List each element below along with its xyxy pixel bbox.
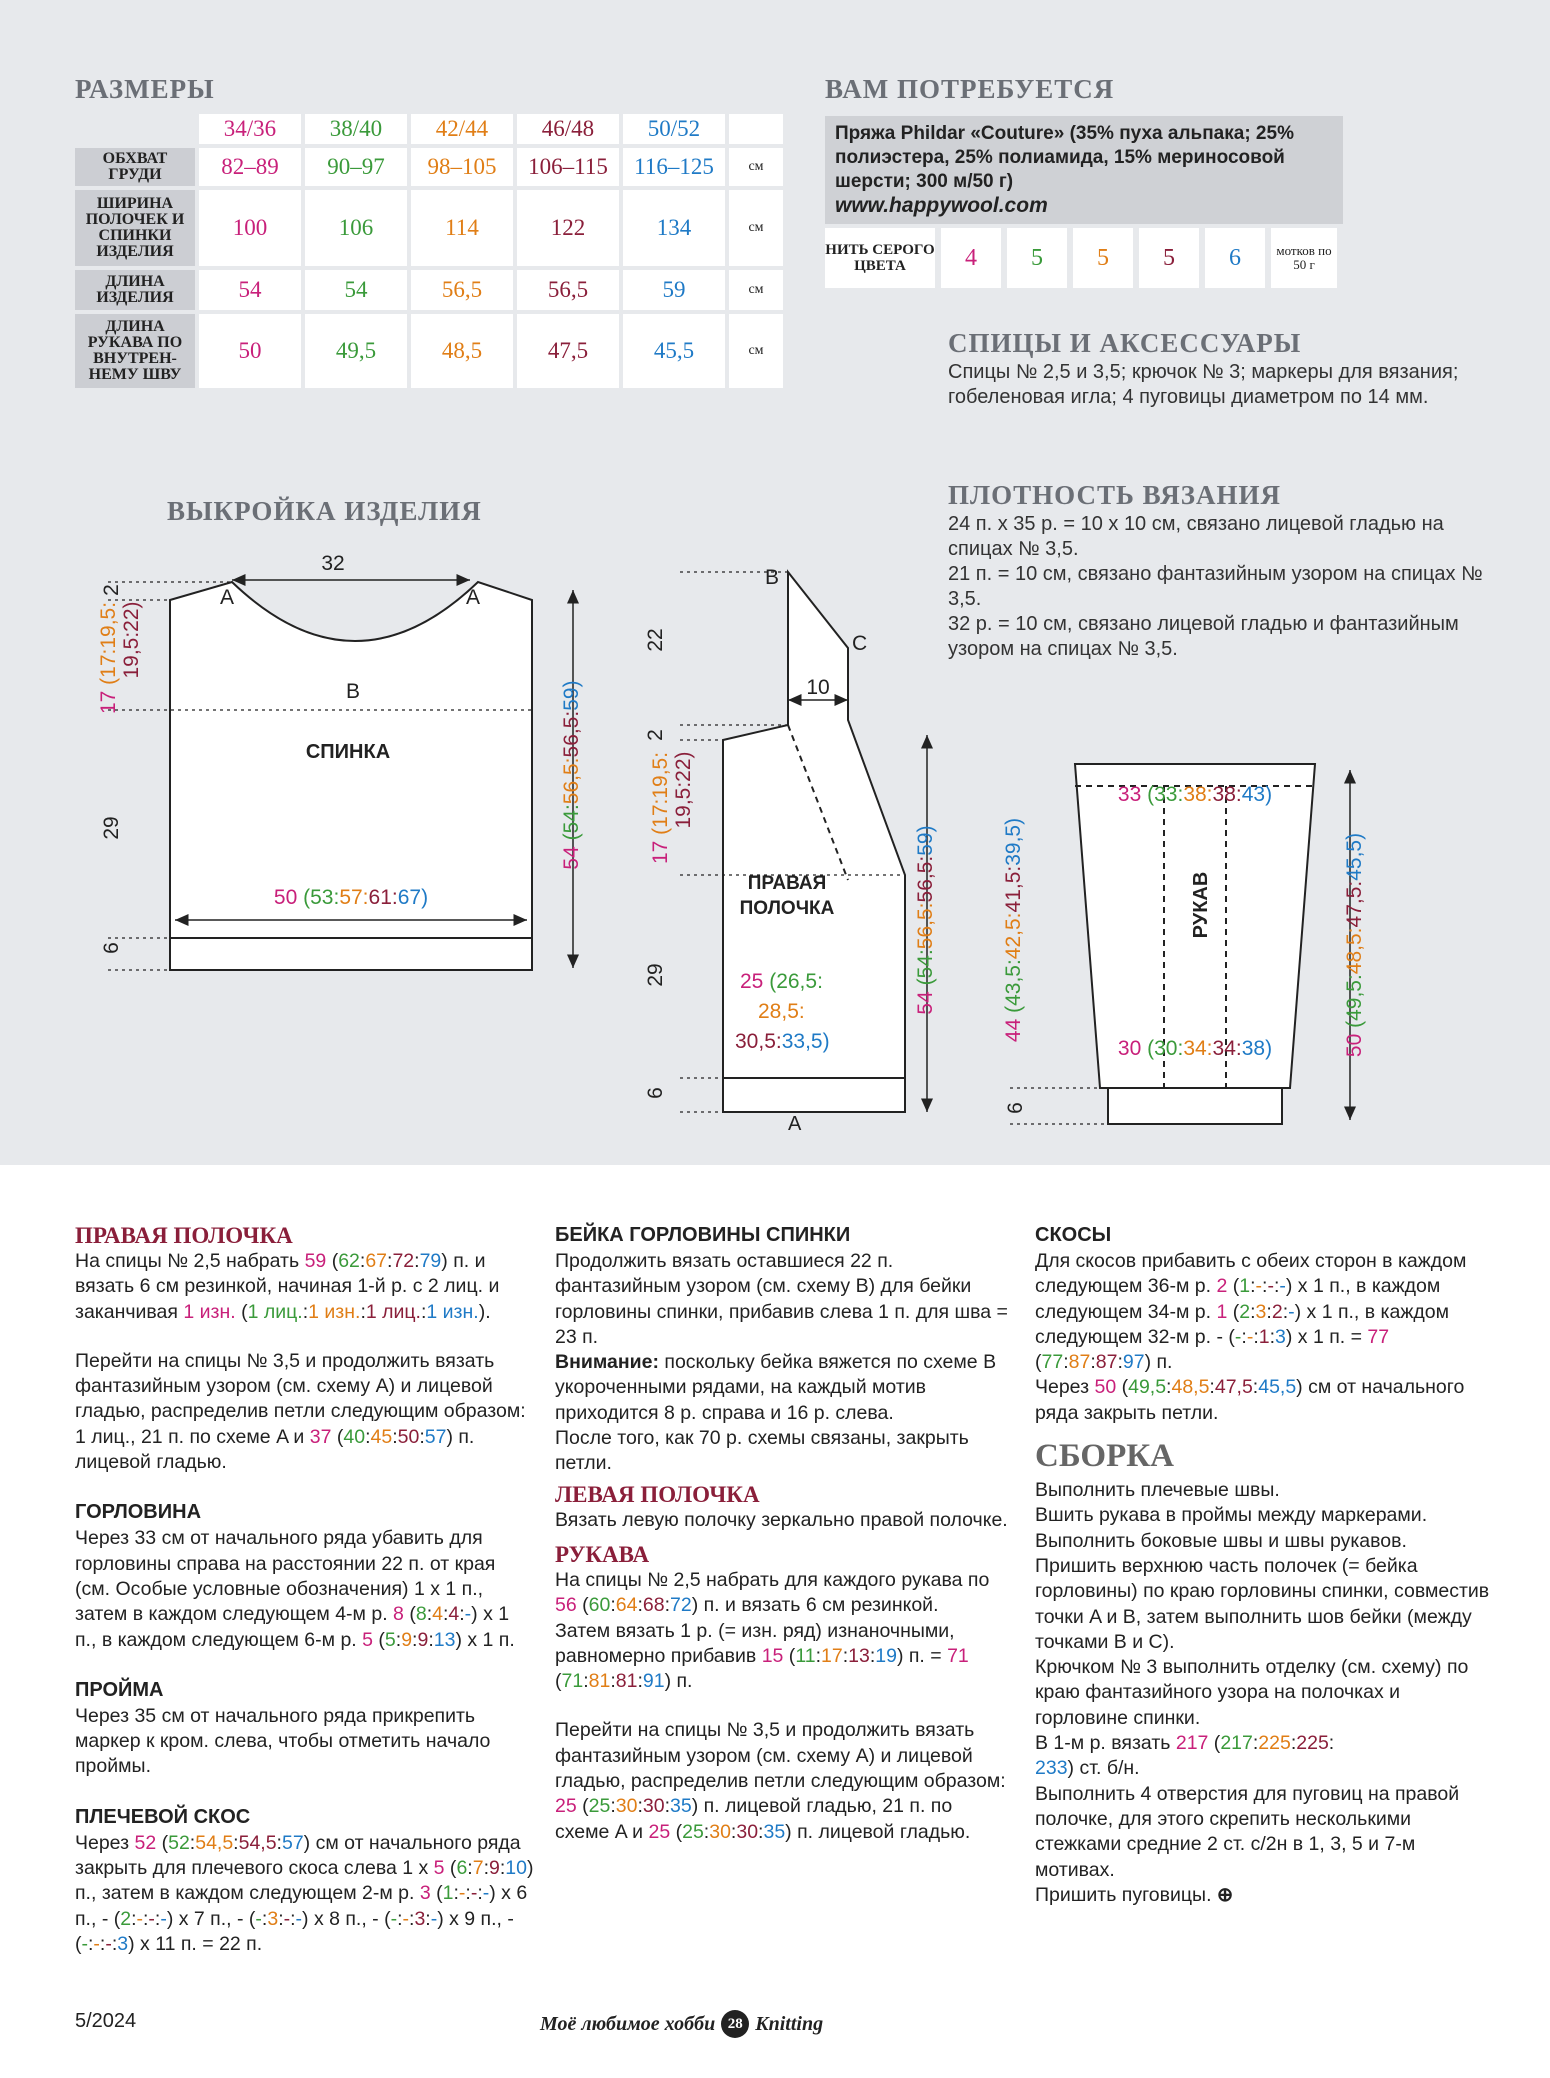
color-label: НИТЬ СЕРОГО ЦВЕТА (825, 228, 935, 288)
front-name-2: ПОЛОЧКА (739, 898, 835, 919)
skein-count: 5 (1073, 228, 1133, 288)
paragraph: Через 52 (52:54,5:54,5:57) см от начального ряда закрыть для плечевого скоса слева 1 х 5 (6:7:9:10) п., затем в каждом следующем 2-м р. 3 (1:-:-:-) х 6 п., - (2:-:-:-) х 7 п., - (-:3:-:-) х 8 п., - (-:-:3:-) х 9 п., - (-:-:-:3) х 11 п. = 22 п. (75, 1831, 534, 1955)
needles-title: СПИЦЫ И АКСЕССУАРЫ (948, 328, 1302, 358)
row-label: ДЛИНА РУКАВА ПО ВНУТРЕН-НЕМУ ШВУ (75, 314, 195, 388)
sizes-title: РАЗМЕРЫ (75, 74, 215, 104)
unit: см (729, 148, 783, 186)
gauge-line: 24 п. х 35 р. = 10 х 10 см, связано лицевой гладью на спицах № 3,5. (948, 513, 1444, 560)
back-name: СПИНКА (305, 741, 391, 763)
size-header: 42/44 (411, 114, 513, 144)
table-cell: 90–97 (305, 148, 407, 186)
table-cell: 114 (411, 190, 513, 266)
table-cell: 54 (199, 270, 301, 310)
sleeve-top: 33 (33:38:38:43) (1117, 783, 1273, 806)
table-cell: 134 (623, 190, 725, 266)
paragraph: Выполнить плечевые швы. Вшить рукава в проймы между маркерами. Выполнить боковые швы и швы рукавов. Пришить верхнюю часть полочек (= бейка горловины) по краю горловины спинки, совместив точки A и B, затем выполнить шов бейки (между точками B и C). Крючком № 3 выполнить отделку (см. схему) по краю фантазийного узора на полочках и горловине спинки. В 1-м р. вязать 217 (217:225:225: 233) ст. б/н. Выполнить 4 отверстия для пуговиц на правой полочке, для этого скрепить несколькими стежками средние 2 ст. с/2н в 1, 3, 5 и 7-м мотивах. Пришить пуговицы. ⊕ (1035, 1479, 1490, 1906)
front-armhole-2: 19,5:22) (672, 751, 695, 829)
front-length: 54 (54:56,5:56,5:59) (914, 825, 937, 1015)
table-cell: 116–125 (623, 148, 725, 186)
gauge-line: 21 п. = 10 см, связано фантазийным узором на спицах № 3,5. (948, 563, 1483, 610)
section-title: ПРАВАЯ ПОЛОЧКА (75, 1223, 293, 1248)
size-header: 50/52 (623, 114, 725, 144)
sleeve-right: 50 (49,5:48,5:47,5:45,5) (1343, 832, 1366, 1058)
table-cell: 49,5 (305, 314, 407, 388)
unit: см (729, 190, 783, 266)
row-label: ДЛИНА ИЗДЕЛИЯ (75, 270, 195, 310)
table-cell: 45,5 (623, 314, 725, 388)
point-b: B (346, 680, 361, 703)
gauge-line: 32 р. = 10 см, связано лицевой гладью и фантазийным узором на спицах № 3,5. (948, 613, 1459, 660)
unit: см (729, 270, 783, 310)
sleeve-left: 44 (43,5:42,5:41,5:39,5) (1002, 817, 1025, 1043)
label-band-width: 10 (806, 676, 830, 699)
pattern-title: ВЫКРОЙКА ИЗДЕЛИЯ (167, 496, 482, 526)
table-cell: 82–89 (199, 148, 301, 186)
paragraph: Перейти на спицы № 3,5 и продолжить вязать фантазийным узором (см. схему A) и лицевой гладью, распределив петли следующим образом: 25 (25:30:30:35) п. лицевой гладью, 21 п. по схеме A и 25 (25:30:30:35) п. лицевой гладью. (555, 1719, 1006, 1843)
point-c-front: C (852, 632, 868, 655)
point-a: A (220, 586, 235, 609)
gauge-title: ПЛОТНОСТЬ ВЯЗАНИЯ (948, 480, 1281, 510)
paragraph: Через 35 см от начального ряда прикрепить маркер к кром. слева, чтобы отметить начало проймы. (75, 1704, 491, 1778)
section-title: ПЛЕЧЕВОЙ СКОС (75, 1805, 251, 1828)
skein-count: 5 (1007, 228, 1067, 288)
back-width: 50 (53:57:61:67) (273, 886, 429, 909)
section-title: ЛЕВАЯ ПОЛОЧКА (555, 1481, 760, 1507)
point-a-front: A (788, 1113, 802, 1135)
table-cell: 100 (199, 190, 301, 266)
label-band-height: 22 (644, 628, 667, 652)
table-cell: 47,5 (517, 314, 619, 388)
needles-text: Спицы № 2,5 и 3,5; крючок № 3; маркеры для вязания; гобеленовая игла; 4 пуговицы диаметром по 14 мм. (948, 361, 1459, 408)
column-3 (1035, 1218, 1495, 1932)
yarn-text: Пряжа Phildar «Couture» (35% пуха альпака; 25% полиэстера, 25% полиамида, 15% мериносовой шерсти; 300 м/50 г) (835, 123, 1294, 192)
footer-date: 5/2024 (75, 2010, 137, 2032)
label-body: 29 (644, 963, 667, 987)
back-outline (170, 582, 532, 970)
paragraph: Перейти на спицы № 3,5 и продолжить вязать фантазийным узором (см. схему A) и лицевой гладью, распределив петли следующим образом: 1 лиц., 21 п. по схеме A и 37 (40:45:50:57) п. лицевой гладью. (75, 1349, 526, 1474)
table-cell: 106–115 (517, 148, 619, 186)
paragraph: На спицы № 2,5 набрать 59 (62:67:72:79) п. и вязать 6 см резинкой, начиная 1-й р. с 2 лиц. и заканчивая 1 изн. (1 лиц.:1 изн.:1 лиц.:1 изн.). (75, 1250, 500, 1323)
section-name: Knitting (755, 2012, 824, 2035)
label-neck-depth: 2 (100, 584, 123, 596)
section-title: СБОРКА (1035, 1438, 1175, 1475)
point-a: A (466, 586, 481, 609)
sleeve-name: РУКАВ (1190, 871, 1212, 939)
unit: см (729, 314, 783, 388)
back-armhole-2: 19,5:22) (120, 601, 143, 679)
row-label: ШИРИНА ПОЛОЧЕК И СПИНКИ ИЗДЕЛИЯ (75, 190, 195, 266)
size-header: 46/48 (517, 114, 619, 144)
skein-unit: мотков по 50 г (1271, 228, 1337, 288)
back-length: 54 (54:56,5:56,5:59) (560, 680, 583, 870)
point-b-front: B (765, 566, 780, 589)
paragraph: Через 33 см от начального ряда убавить для горловины справа на расстоянии 22 п. от края (см. Особые условные обозначения) 1 х 1 п., затем в каждом следующем 4-м р. 8 (8:4:4:-) х 1 п., в каждом следующем 6-м р. 5 (5:9:9:13) х 1 п. (75, 1527, 515, 1651)
back-armhole-1: 17 (17:19,5: (97, 601, 120, 715)
skein-count: 5 (1139, 228, 1199, 288)
column-2 (555, 1218, 1010, 1869)
size-header: 34/36 (199, 114, 301, 144)
front-width-1: 25 (26,5: (740, 970, 823, 993)
paragraph: Для скосов прибавить с обеих сторон в каждом следующем 36-м р. 2 (1:-:-:-) х 1 п., в каждом следующем 34-м р. 1 (2:3:2:-) х 1 п., в каждом следующем 32-м р. - (-:-:1:3) х 1 п. = 77 (77:87:87:97) п. Через 50 (49,5:48,5:47,5:45,5) см от начального ряда закрыть петли. (1035, 1250, 1467, 1424)
table-cell: 48,5 (411, 314, 513, 388)
table-cell: 56,5 (517, 270, 619, 310)
magazine-name: Моё любимое хобби (540, 2012, 716, 2035)
paragraph: Продолжить вязать оставшиеся 22 п. фантазийным узором (см. схему B) для бейки горловины спинки, прибавив слева 1 п. для шва = 23 п. Внимание: поскольку бейка вяжется по схеме B укороченными рядами, на каждый мотив приходится 8 р. справа и 16 р. слева. После того, как 70 р. схемы связаны, закрыть петли. (555, 1250, 1008, 1475)
paragraph: На спицы № 2,5 набрать для каждого рукава по 56 (60:64:68:72) п. и вязать 6 см резинкой. Затем вязать 1 р. (= изн. ряд) изнаночными, равномерно прибавив 15 (11:17:13:19) п. = 71 (71:81:81:91) п. (555, 1568, 990, 1693)
table-cell: 122 (517, 190, 619, 266)
section-title: БЕЙКА ГОРЛОВИНЫ СПИНКИ (555, 1224, 851, 1246)
page-number: 28 (721, 2010, 749, 2038)
label-rib: 6 (100, 942, 123, 954)
table-cell: 59 (623, 270, 725, 310)
table-cell: 56,5 (411, 270, 513, 310)
sleeve-bottom: 30 (30:34:34:38) (1117, 1037, 1273, 1060)
table-cell: 54 (305, 270, 407, 310)
skein-count: 6 (1205, 228, 1265, 288)
section-title: ГОРЛОВИНА (75, 1501, 202, 1524)
label-rib: 6 (1004, 1102, 1027, 1114)
table-cell: 98–105 (411, 148, 513, 186)
table-cell: 106 (305, 190, 407, 266)
yarn-url: www.happywool.com (835, 194, 1048, 217)
label-neck-width: 32 (321, 552, 345, 575)
front-width-3: 30,5:33,5) (735, 1030, 830, 1053)
front-width-2: 28,5: (758, 1000, 805, 1023)
section-title: ПРОЙМА (75, 1678, 164, 1701)
size-header: 38/40 (305, 114, 407, 144)
column-1 (75, 1218, 535, 1981)
front-name-1: ПРАВАЯ (747, 873, 827, 894)
footer-brand (540, 2010, 823, 2038)
row-label: ОБХВАТ ГРУДИ (75, 148, 195, 186)
table-cell: 50 (199, 314, 301, 388)
paragraph: Вязать левую полочку зеркально правой полочке. (555, 1508, 1008, 1531)
need-title: ВАМ ПОТРЕБУЕТСЯ (825, 74, 1115, 104)
label-rib: 6 (644, 1087, 667, 1099)
label-body: 29 (100, 816, 123, 840)
skein-count: 4 (941, 228, 1001, 288)
front-armhole-1: 17 (17:19,5: (649, 751, 672, 865)
section-title: СКОСЫ (1035, 1224, 1112, 1246)
section-title: РУКАВА (555, 1541, 650, 1567)
label-neck-depth: 2 (644, 729, 667, 741)
